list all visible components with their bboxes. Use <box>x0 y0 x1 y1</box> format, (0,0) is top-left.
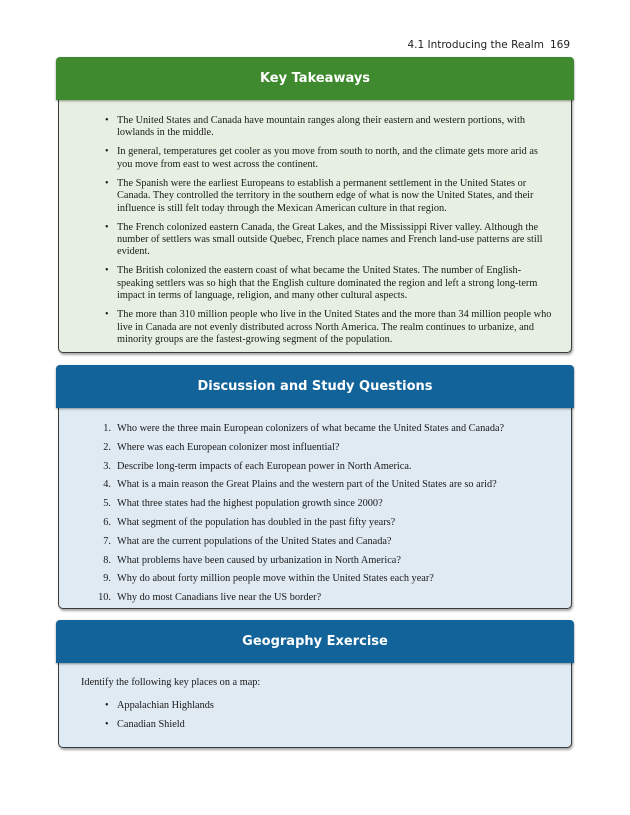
question-number: 1. <box>103 423 111 434</box>
question-number: 3. <box>103 460 111 472</box>
question-text: What problems have been caused by urbanization in North America? <box>117 554 401 566</box>
list-item <box>103 554 557 567</box>
question-number: 8. <box>103 554 111 566</box>
list-item <box>103 498 557 510</box>
list-item: • The more than 310 million people who live in the United States and the more than 34 million people who live in Canada are not evenly distributed across North America. The realm continues to urbanize, and minority groups are the fastest-growing segment of the population. <box>117 309 557 346</box>
question-text: What is a main reason the Great Plains and the western part of the United States are so arid? <box>117 479 497 491</box>
question-text: Who were the three main European colonizers of what became the United States and Canada? <box>117 423 505 434</box>
running-head <box>407 39 570 51</box>
list-item: • In general, temperatures get cooler as you move from south to north, and the climate gets more arid as you move from east to west across the continent. <box>117 146 557 171</box>
list-item <box>103 479 557 491</box>
exercise-intro: Identify the following key places on a map: <box>81 677 261 688</box>
list-item: • The British colonized the eastern coast of what became the United States. The number of English-speaking settlers was so high that the English culture dominated the region and left a strong long-term impact in terms of language, religion, and many other cultural aspects. <box>117 265 557 302</box>
key-takeaways-title: Key Takeaways <box>56 57 574 100</box>
question-text: Why do about forty million people move within the United States each year? <box>117 573 434 585</box>
geography-exercise-title: Geography Exercise <box>56 620 574 663</box>
list-item <box>98 592 557 604</box>
question-number: 6. <box>103 516 111 528</box>
question-text: What are the current populations of the United States and Canada? <box>117 535 392 547</box>
key-takeaways-list <box>73 115 557 346</box>
geography-exercise-box <box>58 620 572 748</box>
question-number: 5. <box>103 498 111 510</box>
question-text: Where was each European colonizer most influential? <box>117 441 340 453</box>
section-title: 4.1 Introducing the Realm <box>407 39 544 51</box>
list-item: • Appalachian Highlands <box>117 700 557 712</box>
question-number: 7. <box>103 535 111 547</box>
question-list <box>73 423 557 605</box>
list-item <box>103 423 557 435</box>
list-item <box>103 441 557 454</box>
list-item: • Canadian Shield <box>117 719 557 731</box>
question-text: Describe long-term impacts of each European power in North America. <box>117 460 412 472</box>
question-number: 2. <box>103 441 111 453</box>
discussion-box <box>58 365 572 609</box>
list-item: • The Spanish were the earliest Europeans to establish a permanent settlement in the United States or Canada. They controlled the territory in the southern edge of what is now the United States, and their influence is still felt today through the Mexican American culture in that region. <box>117 178 557 215</box>
key-places-list <box>73 700 557 731</box>
list-item <box>103 573 557 585</box>
question-text: What three states had the highest population growth since 2000? <box>117 498 383 510</box>
list-item <box>103 535 557 548</box>
list-item <box>103 516 557 529</box>
question-text: Why do most Canadians live near the US border? <box>117 592 322 604</box>
question-number: 9. <box>103 573 111 585</box>
discussion-title: Discussion and Study Questions <box>56 365 574 408</box>
list-item <box>103 460 557 473</box>
key-takeaways-box <box>58 57 572 353</box>
question-text: What segment of the population has doubled in the past fifty years? <box>117 516 396 528</box>
page-number: 169 <box>549 39 570 51</box>
question-number: 10. <box>98 592 111 604</box>
list-item: • The United States and Canada have mountain ranges along their eastern and western portions, with lowlands in the middle. <box>117 115 557 140</box>
list-item: • The French colonized eastern Canada, the Great Lakes, and the Mississippi River valley. Although the number of settlers was small outside Quebec, French place names and French land-use patterns are still evident. <box>117 222 557 259</box>
question-number: 4. <box>103 479 111 491</box>
